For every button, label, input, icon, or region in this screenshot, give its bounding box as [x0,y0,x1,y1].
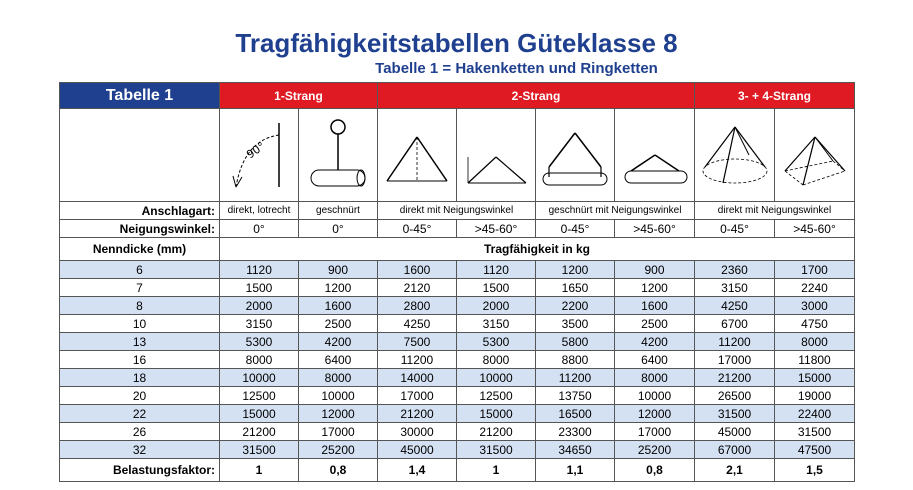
capacity-cell: 4250 [695,297,775,315]
table-row [60,423,855,441]
capacity-cell: 3500 [536,315,615,333]
capacity-cell: 15000 [220,405,299,423]
load-capacity-table [59,82,855,482]
capacity-cell: 8000 [220,351,299,369]
tragfaehigkeit-label: Tragfähigkeit in kg [220,238,855,261]
group-2-strang: 2-Strang [378,83,695,109]
capacity-cell: 21200 [378,405,457,423]
diagram-2-strang-choked-45 [536,109,615,202]
capacity-cell: 11200 [378,351,457,369]
belastungsfaktor-cell: 0,8 [615,459,695,482]
table-row [60,333,855,351]
capacity-cell: 1600 [615,297,695,315]
capacity-cell: 2000 [220,297,299,315]
two-leg-choked-45-diagram [539,115,611,195]
capacity-cell: 1120 [220,261,299,279]
capacity-cell: 4250 [378,315,457,333]
angle-label: 90° [244,139,268,162]
capacity-cell: 8000 [299,369,378,387]
capacity-cell: 1600 [299,297,378,315]
capacity-cell: 2360 [695,261,775,279]
direct-vertical-diagram [224,115,294,195]
anschlagart-direct-angle: direkt mit Neigungswinkel [378,202,536,220]
capacity-cell: 22400 [775,405,855,423]
capacity-cell: 6400 [299,351,378,369]
capacity-cell: 34650 [536,441,615,459]
capacity-cell: 8800 [536,351,615,369]
capacity-cell: 3000 [775,297,855,315]
capacity-cell: 47500 [775,441,855,459]
capacity-cell: 17000 [378,387,457,405]
capacity-cell: 8000 [457,351,536,369]
table-label: Tabelle 1 [60,83,220,109]
capacity-cell: 19000 [775,387,855,405]
capacity-cell: 1700 [775,261,855,279]
capacity-cell: 21200 [220,423,299,441]
capacity-cell: 2120 [378,279,457,297]
table-row [60,369,855,387]
capacity-cell: 25200 [299,441,378,459]
belastungsfaktor-cell: 2,1 [695,459,775,482]
capacity-cell: 12000 [615,405,695,423]
capacity-cell: 6400 [615,351,695,369]
neigungswinkel-cell: >45-60° [457,220,536,238]
capacity-cell: 2500 [615,315,695,333]
capacity-cell: 15000 [457,405,536,423]
nenndicke-cell: 8 [60,297,220,315]
capacity-cell: 8000 [615,369,695,387]
belastungsfaktor-cell: 1,5 [775,459,855,482]
capacity-cell: 13750 [536,387,615,405]
table-row [60,351,855,369]
capacity-cell: 2800 [378,297,457,315]
capacity-cell: 2500 [299,315,378,333]
capacity-cell: 10000 [299,387,378,405]
capacity-cell: 900 [299,261,378,279]
capacity-cell: 31500 [220,441,299,459]
capacity-cell: 1200 [615,279,695,297]
capacity-cell: 1500 [220,279,299,297]
capacity-cell: 10000 [220,369,299,387]
diagram-3-4-strang-45 [695,109,775,202]
capacity-cell: 17000 [299,423,378,441]
nenndicke-cell: 13 [60,333,220,351]
capacity-cell: 25200 [615,441,695,459]
capacity-cell: 1200 [536,261,615,279]
neigungswinkel-label: Neigungswinkel: [60,220,220,238]
capacity-cell: 5800 [536,333,615,351]
diagram-2-strang-direct-60 [457,109,536,202]
diagram-3-4-strang-60 [775,109,855,202]
two-leg-45-diagram [381,115,453,195]
neigungswinkel-cell: 0-45° [536,220,615,238]
table-row [60,261,855,279]
belastungsfaktor-label: Belastungsfaktor: [60,459,220,482]
capacity-cell: 45000 [378,441,457,459]
capacity-cell: 1600 [378,261,457,279]
nenndicke-cell: 10 [60,315,220,333]
two-leg-choked-60-diagram [619,115,691,195]
capacity-cell: 23300 [536,423,615,441]
capacity-cell: 1650 [536,279,615,297]
group-1-strang: 1-Strang [220,83,378,109]
belastungsfaktor-cell: 1 [457,459,536,482]
anschlagart-direct-vertical: direkt, lotrecht [220,202,299,220]
choked-diagram [303,115,373,195]
capacity-cell: 15000 [775,369,855,387]
page-title: Tragfähigkeitstabellen Güteklasse 8 [235,28,678,58]
capacity-cell: 12000 [299,405,378,423]
table-row [60,315,855,333]
diagram-2-strang-direct-45 [378,109,457,202]
nenndicke-cell: 20 [60,387,220,405]
anschlagart-label: Anschlagart: [60,202,220,220]
capacity-cell: 31500 [775,423,855,441]
capacity-cell: 8000 [775,333,855,351]
nenndicke-label: Nenndicke (mm) [60,238,220,261]
capacity-cell: 11800 [775,351,855,369]
belastungsfaktor-cell: 0,8 [299,459,378,482]
capacity-cell: 7500 [378,333,457,351]
nenndicke-cell: 32 [60,441,220,459]
capacity-cell: 26500 [695,387,775,405]
neigungswinkel-cell: 0-45° [695,220,775,238]
capacity-cell: 4200 [615,333,695,351]
capacity-cell: 17000 [695,351,775,369]
capacity-cell: 10000 [457,369,536,387]
nenndicke-cell: 7 [60,279,220,297]
capacity-cell: 14000 [378,369,457,387]
multi-leg-60-diagram [779,115,851,195]
multi-leg-45-diagram [699,115,771,195]
capacity-cell: 6700 [695,315,775,333]
capacity-cell: 31500 [457,441,536,459]
capacity-cell: 12500 [220,387,299,405]
nenndicke-cell: 26 [60,423,220,441]
group-3-4-strang: 3- + 4-Strang [695,83,855,109]
capacity-cell: 1500 [457,279,536,297]
capacity-cell: 2200 [536,297,615,315]
capacity-cell: 30000 [378,423,457,441]
table-row [60,441,855,459]
capacity-cell: 11200 [695,333,775,351]
neigungswinkel-cell: 0° [299,220,378,238]
anschlagart-multi-direct-angle: direkt mit Neigungswinkel [695,202,855,220]
capacity-cell: 4750 [775,315,855,333]
table-row [60,279,855,297]
capacity-cell: 3150 [695,279,775,297]
table-row [60,297,855,315]
capacity-cell: 3150 [220,315,299,333]
neigungswinkel-cell: >45-60° [615,220,695,238]
belastungsfaktor-cell: 1 [220,459,299,482]
diagram-direct-vertical [220,109,299,202]
capacity-cell: 4200 [299,333,378,351]
capacity-cell: 12500 [457,387,536,405]
capacity-cell: 1120 [457,261,536,279]
capacity-cell: 5300 [457,333,536,351]
diagram-spacer [60,109,220,202]
nenndicke-cell: 18 [60,369,220,387]
capacity-cell: 67000 [695,441,775,459]
capacity-cell: 31500 [695,405,775,423]
capacity-rows [60,261,855,459]
nenndicke-cell: 6 [60,261,220,279]
nenndicke-cell: 22 [60,405,220,423]
belastungsfaktor-cell: 1,4 [378,459,457,482]
diagram-2-strang-choked-60 [615,109,695,202]
capacity-cell: 2240 [775,279,855,297]
capacity-cell: 5300 [220,333,299,351]
capacity-cell: 1200 [299,279,378,297]
capacity-cell: 2000 [457,297,536,315]
neigungswinkel-cell: 0-45° [378,220,457,238]
neigungswinkel-cell: >45-60° [775,220,855,238]
capacity-cell: 17000 [615,423,695,441]
table-row [60,405,855,423]
two-leg-60-diagram [460,115,532,195]
capacity-cell: 11200 [536,369,615,387]
capacity-cell: 10000 [615,387,695,405]
capacity-cell: 45000 [695,423,775,441]
anschlagart-choked-angle: geschnürt mit Neigungswinkel [536,202,695,220]
belastungsfaktor-cell: 1,1 [536,459,615,482]
anschlagart-choked: geschnürt [299,202,378,220]
diagram-choked [299,109,378,202]
neigungswinkel-cell: 0° [220,220,299,238]
table-row [60,387,855,405]
capacity-cell: 3150 [457,315,536,333]
capacity-cell: 21200 [457,423,536,441]
nenndicke-cell: 16 [60,351,220,369]
capacity-cell: 900 [615,261,695,279]
capacity-cell: 21200 [695,369,775,387]
subtitle-text: Tabelle 1 = Hakenketten und Ringketten [375,60,658,77]
capacity-cell: 16500 [536,405,615,423]
page-subtitle [0,60,913,77]
